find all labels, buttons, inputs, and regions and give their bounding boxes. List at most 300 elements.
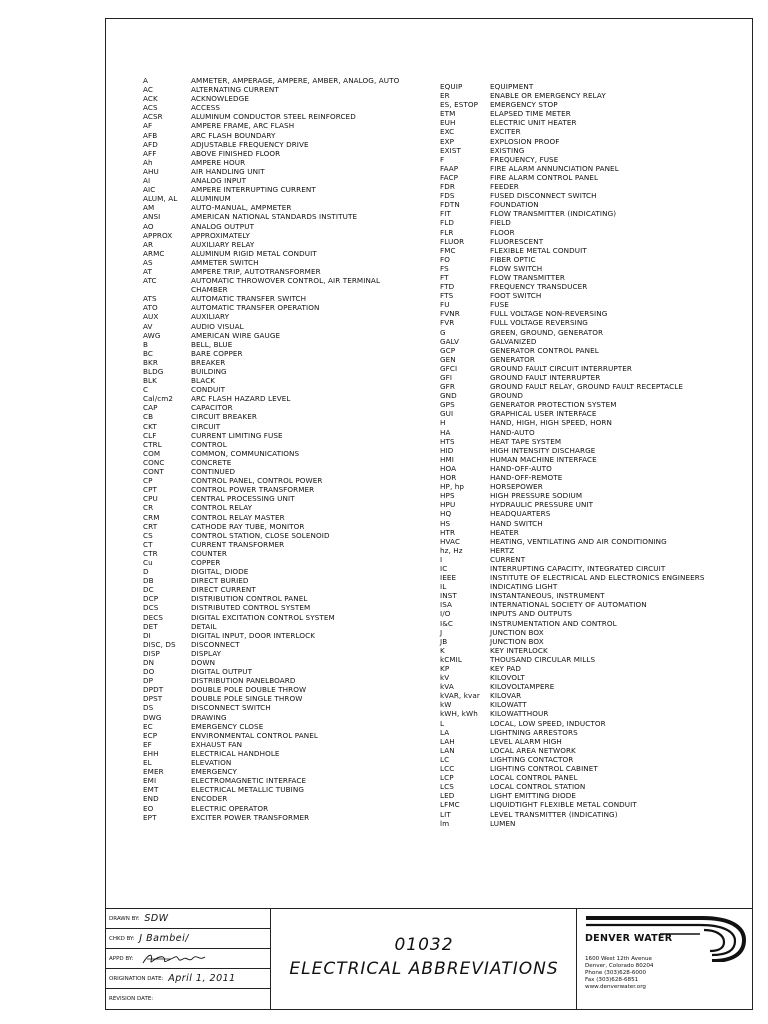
abbreviation-term: CT	[143, 539, 153, 549]
abbreviation-meaning: INSTITUTE OF ELECTRICAL AND ELECTRONICS ENGINEERS	[490, 573, 705, 583]
abbreviation-row	[440, 755, 740, 764]
abbreviation-row	[440, 664, 740, 673]
abbreviation-row	[143, 694, 413, 703]
abbreviation-row	[143, 140, 413, 149]
abbreviation-row	[440, 800, 740, 809]
drawing-title: ELECTRICAL ABBREVIATIONS	[289, 959, 559, 979]
abbreviation-term: KP	[440, 664, 450, 673]
abbreviation-row	[440, 646, 740, 655]
abbreviation-term: GND	[440, 391, 457, 401]
abbreviation-meaning: DISCONNECT SWITCH	[191, 703, 271, 713]
abbreviation-row	[440, 628, 740, 637]
abbreviation-row	[440, 373, 740, 382]
abbreviation-term: AUX	[143, 312, 159, 322]
abbreviation-meaning: ARC FLASH BOUNDARY	[191, 130, 276, 140]
abbreviation-term: HID	[440, 445, 454, 455]
abbreviation-meaning: KILOWATTHOUR	[490, 709, 549, 719]
abbreviation-term: kWH, kWh	[440, 709, 478, 719]
abbreviation-meaning: AMPERE FRAME, ARC FLASH	[191, 121, 295, 131]
abbreviation-row	[143, 813, 413, 822]
abbreviation-meaning: DISTRIBUTION PANELBOARD	[191, 676, 296, 686]
abbreviation-row	[440, 591, 740, 600]
abbreviation-term: DS	[143, 703, 154, 713]
abbreviation-term: C	[143, 385, 149, 395]
abbreviation-term: HVAC	[440, 536, 461, 546]
abbreviation-meaning: INPUTS AND OUTPUTS	[490, 609, 573, 619]
abbreviation-row	[440, 582, 740, 591]
abbreviation-row	[143, 231, 413, 240]
abbreviation-term: kV	[440, 673, 450, 683]
abbreviation-term: CONC	[143, 457, 165, 467]
abbreviation-meaning: AUTOMATIC THROWOVER CONTROL, AIR TERMINAL CHAMBER	[191, 276, 381, 295]
abbreviation-meaning: HEAT TAPE SYSTEM	[490, 436, 562, 446]
abbreviation-meaning: HAND-AUTO	[490, 427, 535, 437]
abbreviation-row	[143, 431, 413, 440]
abbreviation-row	[143, 767, 413, 776]
abbreviation-meaning: BLACK	[191, 376, 216, 386]
abbreviation-row	[440, 555, 740, 564]
abbreviation-row	[143, 394, 413, 403]
abbreviation-term: CS	[143, 530, 153, 540]
abbreviation-meaning: HAND SWITCH	[490, 518, 543, 528]
abbreviation-meaning: EMERGENCY CLOSE	[191, 721, 264, 731]
abbreviation-term: FU	[440, 300, 450, 310]
abbreviation-row	[143, 303, 413, 312]
approved-by-label: APPD BY:	[109, 956, 134, 962]
abbreviation-term: CP	[143, 476, 153, 486]
abbreviation-meaning: AIR HANDLING UNIT	[191, 166, 265, 176]
abbreviation-term: HPU	[440, 500, 456, 510]
abbreviation-row	[143, 131, 413, 140]
abbreviation-term: DI	[143, 630, 151, 640]
abbreviation-meaning: KILOWATT	[490, 700, 527, 710]
abbreviation-meaning: HYDRAULIC PRESSURE UNIT	[490, 500, 594, 510]
abbreviation-term: ATO	[143, 303, 158, 313]
abbreviation-term: AS	[143, 257, 153, 267]
abbreviation-meaning: KILOVOLTAMPERE	[490, 682, 555, 692]
abbreviation-term: DCS	[143, 603, 159, 613]
abbreviation-meaning: BELL, BLUE	[191, 339, 233, 349]
abbreviation-term: GEN	[440, 354, 456, 364]
abbreviation-meaning: ABOVE FINISHED FLOOR	[191, 148, 281, 158]
abbreviation-term: ATC	[143, 276, 157, 286]
abbreviation-term: AC	[143, 85, 154, 95]
abbreviation-meaning: CIRCUIT	[191, 421, 221, 431]
abbreviation-row	[143, 794, 413, 803]
abbreviation-term: LA	[440, 727, 450, 737]
abbreviation-term: END	[143, 794, 159, 804]
abbreviation-row	[440, 428, 740, 437]
abbreviation-row	[143, 249, 413, 258]
abbreviation-row	[440, 200, 740, 209]
abbreviation-term: GFCI	[440, 363, 458, 373]
abbreviation-term: DP	[143, 676, 154, 686]
abbreviation-term: ACS	[143, 103, 158, 113]
abbreviation-meaning: CATHODE RAY TUBE, MONITOR	[191, 521, 305, 531]
drawing-number: 01032	[394, 935, 454, 955]
abbreviation-term: D	[143, 567, 149, 577]
abbreviation-row	[440, 437, 740, 446]
abbreviation-row	[143, 94, 413, 103]
checked-by-row	[105, 929, 271, 949]
abbreviation-term: H	[440, 418, 446, 428]
abbreviation-term: ECP	[143, 730, 158, 740]
abbreviation-meaning: EMERGENCY STOP	[490, 100, 558, 110]
abbreviation-meaning: FLUORESCENT	[490, 236, 544, 246]
abbreviation-meaning: AMMETER SWITCH	[191, 257, 259, 267]
abbreviation-meaning: CONTROL PANEL, CONTROL POWER	[191, 476, 323, 486]
abbreviation-row	[143, 703, 413, 712]
abbreviation-row	[440, 655, 740, 664]
abbreviation-meaning: DOUBLE POLE DOUBLE THROW	[191, 685, 307, 695]
abbreviation-meaning: ENABLE OR EMERGENCY RELAY	[490, 91, 606, 101]
abbreviation-meaning: AUTOMATIC TRANSFER OPERATION	[191, 303, 320, 313]
abbreviation-term: L	[440, 718, 445, 728]
abbreviation-term: HP, hp	[440, 482, 465, 492]
title-block	[105, 908, 753, 1010]
abbreviation-row	[440, 700, 740, 709]
abbreviation-row	[143, 758, 413, 767]
abbreviation-term: LC	[440, 754, 450, 764]
drawn-by-value: SDW	[144, 913, 169, 924]
abbreviation-term: EL	[143, 758, 152, 768]
abbreviation-term: EPT	[143, 812, 157, 822]
abbreviation-meaning: ELEVATION	[191, 758, 232, 768]
abbreviation-meaning: FLOW TRANSMITTER (INDICATING)	[490, 209, 617, 219]
abbreviation-term: DCP	[143, 594, 159, 604]
abbreviation-row	[440, 391, 740, 400]
abbreviation-term: DPDT	[143, 685, 164, 695]
abbreviation-meaning: DOUBLE POLE SINGLE THROW	[191, 694, 303, 704]
abbreviation-term: FVNR	[440, 309, 460, 319]
abbreviation-row	[143, 403, 413, 412]
abbreviation-meaning: AMERICAN NATIONAL STANDARDS INSTITUTE	[191, 212, 358, 222]
abbreviation-meaning: CIRCUIT BREAKER	[191, 412, 257, 422]
abbreviation-row	[143, 785, 413, 794]
abbreviation-term: AM	[143, 203, 155, 213]
checked-by-value: J Bambei/	[139, 933, 189, 944]
abbreviation-row	[143, 85, 413, 94]
abbreviation-term: DN	[143, 658, 155, 667]
abbreviation-term: I/O	[440, 609, 451, 619]
abbreviation-meaning: DIGITAL, DIODE	[191, 567, 249, 577]
drawn-by-label: DRAWN BY:	[109, 916, 140, 922]
abbreviation-row	[143, 203, 413, 212]
abbreviation-row	[440, 264, 740, 273]
abbreviation-row	[143, 476, 413, 485]
abbreviation-term: FDTN	[440, 200, 460, 210]
abbreviation-meaning: GENERATOR	[490, 354, 536, 364]
abbreviation-meaning: EQUIPMENT	[490, 82, 534, 91]
abbreviation-meaning: ENCODER	[191, 794, 228, 804]
abbreviation-row	[143, 149, 413, 158]
abbreviation-row	[440, 155, 740, 164]
abbreviation-term: AF	[143, 121, 153, 131]
abbreviation-meaning: AUXILIARY RELAY	[191, 239, 255, 249]
abbreviation-term: Cal/cm2	[143, 394, 174, 404]
abbreviation-row	[440, 209, 740, 218]
abbreviation-row	[143, 613, 413, 622]
abbreviation-meaning: LOCAL CONTROL PANEL	[490, 773, 578, 783]
abbreviation-term: CTRL	[143, 439, 162, 449]
approval-block	[105, 909, 271, 1010]
abbreviation-term: LIT	[440, 809, 451, 819]
organization-address	[585, 956, 653, 991]
abbreviation-meaning: HAND, HIGH, HIGH SPEED, HORN	[490, 418, 612, 428]
abbreviation-row	[440, 791, 740, 800]
abbreviation-meaning: AUXILIARY	[191, 312, 230, 322]
abbreviation-term: FTD	[440, 282, 455, 292]
abbreviation-row	[143, 185, 413, 194]
abbreviation-meaning: LOCAL CONTROL STATION	[490, 782, 586, 792]
abbreviation-term: FO	[440, 254, 450, 264]
address-line: 1600 West 12th Avenue	[585, 956, 652, 962]
abbreviation-row	[440, 728, 740, 737]
abbreviation-term: I&C	[440, 618, 454, 628]
abbreviation-term: HOR	[440, 473, 457, 483]
abbreviation-row	[440, 519, 740, 528]
abbreviation-row	[440, 564, 740, 573]
abbreviation-meaning: DETAIL	[191, 621, 217, 631]
abbreviation-term: G	[440, 327, 446, 337]
abbreviation-term: FLD	[440, 218, 454, 228]
abbreviation-meaning: KILOVOLT	[490, 673, 525, 683]
abbreviation-term: LAN	[440, 745, 455, 755]
abbreviation-row	[440, 300, 740, 309]
abbreviation-meaning: ELECTRIC UNIT HEATER	[490, 118, 577, 128]
abbreviation-term: HOA	[440, 463, 457, 473]
abbreviation-term: JB	[440, 636, 448, 646]
abbreviation-row	[440, 446, 740, 455]
abbreviation-term: IEEE	[440, 573, 457, 583]
abbreviation-row	[440, 819, 740, 828]
abbreviation-term: EMI	[143, 776, 157, 786]
abbreviation-row	[440, 282, 740, 291]
abbreviation-meaning: INDICATING LIGHT	[490, 582, 558, 592]
organization-block	[577, 909, 753, 1010]
abbreviation-meaning: GRAPHICAL USER INTERFACE	[490, 409, 597, 419]
abbreviation-row	[143, 340, 413, 349]
abbreviation-term: EMT	[143, 785, 159, 795]
abbreviation-row	[143, 503, 413, 512]
abbreviation-meaning: LIGHT EMITTING DIODE	[490, 791, 577, 801]
abbreviation-term: kVAR, kvar	[440, 691, 480, 701]
abbreviation-term: GALV	[440, 336, 460, 346]
abbreviation-term: AIC	[143, 185, 156, 195]
abbreviation-meaning: FULL VOLTAGE REVERSING	[490, 318, 588, 328]
abbreviation-meaning: DISTRIBUTED CONTROL SYSTEM	[191, 603, 311, 613]
abbreviation-meaning: HIGH PRESSURE SODIUM	[490, 491, 583, 501]
abbreviation-meaning: EXCITER	[490, 127, 521, 137]
abbreviation-term: LCC	[440, 764, 455, 774]
abbreviation-row	[440, 464, 740, 473]
abbreviation-meaning: HEATER	[490, 527, 519, 537]
revision-date-label: REVISION DATE:	[109, 996, 154, 1002]
abbreviation-row	[440, 455, 740, 464]
abbreviation-meaning: APPROXIMATELY	[191, 230, 251, 240]
abbreviation-meaning: LIGHTNING ARRESTORS	[490, 727, 578, 737]
abbreviation-term: FACP	[440, 172, 459, 182]
abbreviation-term: CONT	[143, 467, 164, 477]
abbreviation-meaning: ELECTRICAL METALLIC TUBING	[191, 785, 305, 795]
abbreviation-term: CTR	[143, 548, 158, 558]
abbreviation-meaning: DIGITAL EXCITATION CONTROL SYSTEM	[191, 612, 335, 622]
abbreviation-term: DO	[143, 667, 155, 677]
abbreviation-row	[143, 449, 413, 458]
website-line: www.denverwater.org	[585, 984, 646, 990]
organization-name: DENVER WATER	[585, 933, 673, 944]
abbreviation-term: ES, ESTOP	[440, 100, 479, 110]
abbreviation-meaning: CENTRAL PROCESSING UNIT	[191, 494, 295, 504]
abbreviation-row	[143, 513, 413, 522]
abbreviation-term: FAAP	[440, 163, 459, 173]
abbreviation-row	[143, 558, 413, 567]
abbreviation-row	[143, 567, 413, 576]
abbreviation-row	[143, 112, 413, 121]
abbreviation-meaning: FUSE	[490, 300, 509, 310]
abbreviation-meaning: CONTROL POWER TRANSFORMER	[191, 485, 315, 495]
abbreviation-row	[143, 485, 413, 494]
abbreviation-meaning: BUILDING	[191, 367, 227, 376]
abbreviation-term: CLF	[143, 430, 157, 440]
abbreviation-row	[143, 331, 413, 340]
abbreviation-meaning: LIGHTING CONTROL CABINET	[490, 764, 598, 774]
abbreviation-term: ACK	[143, 94, 158, 104]
abbreviation-meaning: ALUMINUM RIGID METAL CONDUIT	[191, 248, 317, 258]
abbreviation-term: ATS	[143, 294, 157, 304]
origination-date-value: April 1, 2011	[168, 973, 236, 984]
abbreviation-meaning: JUNCTION BOX	[490, 636, 544, 646]
abbreviation-term: B	[143, 339, 149, 349]
abbreviation-row	[440, 810, 740, 819]
abbreviation-row	[440, 291, 740, 300]
abbreviation-meaning: DISCONNECT	[191, 639, 240, 649]
abbreviation-meaning: LOCAL AREA NETWORK	[490, 745, 576, 755]
abbreviation-term: AO	[143, 221, 154, 231]
abbreviation-term: FTS	[440, 291, 454, 301]
abbreviation-meaning: FLOOR	[490, 227, 515, 237]
abbreviation-row	[440, 491, 740, 500]
abbreviation-term: F	[440, 154, 445, 164]
abbreviation-meaning: CURRENT TRANSFORMER	[191, 539, 285, 549]
abbreviation-meaning: EXHAUST FAN	[191, 739, 243, 749]
abbreviation-row	[440, 146, 740, 155]
abbreviation-row	[440, 309, 740, 318]
abbreviation-meaning: DOWN	[191, 658, 216, 667]
abbreviation-meaning: FLEXIBLE METAL CONDUIT	[490, 245, 587, 255]
abbreviation-row	[440, 255, 740, 264]
abbreviation-term: lm	[440, 818, 450, 828]
abbreviation-meaning: ANALOG INPUT	[191, 176, 247, 186]
abbreviation-meaning: LIGHTING CONTACTOR	[490, 754, 574, 764]
abbreviation-term: J	[440, 627, 443, 637]
abbreviation-meaning: LEVEL TRANSMITTER (INDICATING)	[490, 809, 618, 819]
abbreviation-row	[440, 328, 740, 337]
abbreviation-term: FT	[440, 272, 449, 282]
abbreviation-term: Ah	[143, 157, 153, 167]
abbreviation-term: INST	[440, 591, 457, 601]
abbreviation-meaning: COMMON, COMMUNICATIONS	[191, 448, 300, 458]
abbreviation-row	[143, 667, 413, 676]
abbreviation-row	[440, 673, 740, 682]
abbreviation-row	[440, 400, 740, 409]
abbreviation-meaning: GROUND FAULT INTERRUPTER	[490, 373, 601, 382]
abbreviation-meaning: DIRECT BURIED	[191, 576, 249, 586]
abbreviation-term: EF	[143, 739, 152, 749]
abbreviation-row	[440, 318, 740, 327]
phone-line: Phone (303)628-6000	[585, 970, 647, 976]
abbreviation-row	[143, 222, 413, 231]
checked-by-label: CHKD BY:	[109, 936, 135, 942]
abbreviation-meaning: CONTROL RELAY MASTER	[191, 512, 285, 522]
abbreviation-meaning: FOUNDATION	[490, 200, 539, 210]
abbreviation-meaning: AUDIO VISUAL	[191, 321, 244, 331]
abbreviation-meaning: ELECTRICAL HANDHOLE	[191, 748, 280, 758]
abbreviation-term: ER	[440, 91, 450, 101]
abbreviation-term: kW	[440, 700, 452, 710]
abbreviation-row	[143, 103, 413, 112]
abbreviation-term: ARMC	[143, 248, 165, 258]
abbreviation-meaning: HEATING, VENTILATING AND AIR CONDITIONING	[490, 536, 667, 546]
abbreviation-row	[440, 546, 740, 555]
abbreviation-meaning: GROUND	[490, 391, 523, 401]
abbreviation-term: EUH	[440, 118, 456, 128]
abbreviation-meaning: CONTROL RELAY	[191, 503, 253, 513]
abbreviation-row	[440, 118, 740, 127]
abbreviation-row	[143, 740, 413, 749]
abbreviation-term: CB	[143, 412, 154, 422]
abbreviation-term: HPS	[440, 491, 455, 501]
abbreviation-term: DISP	[143, 648, 160, 658]
abbreviation-term: ISA	[440, 600, 453, 610]
abbreviation-meaning: HAND-OFF-REMOTE	[490, 473, 563, 483]
abbreviation-term: DB	[143, 576, 154, 586]
abbreviation-term: ANSI	[143, 212, 161, 222]
abbreviation-meaning: CURRENT LIMITING FUSE	[191, 430, 283, 440]
abbreviation-term: BC	[143, 348, 154, 358]
abbreviation-row	[440, 137, 740, 146]
abbreviation-meaning: KILOVAR	[490, 691, 522, 701]
abbreviation-row	[143, 531, 413, 540]
abbreviation-row	[143, 376, 413, 385]
abbreviation-term: BKR	[143, 357, 158, 367]
abbreviation-row	[440, 100, 740, 109]
abbreviation-term: EMER	[143, 767, 164, 777]
abbreviation-meaning: HIGH INTENSITY DISCHARGE	[490, 445, 596, 455]
abbreviation-row	[143, 549, 413, 558]
abbreviation-meaning: INSTRUMENTATION AND CONTROL	[490, 618, 617, 628]
origination-date-row	[105, 969, 271, 989]
abbreviation-row	[440, 228, 740, 237]
abbreviation-row	[440, 218, 740, 227]
abbreviation-meaning: ELECTROMAGNETIC INTERFACE	[191, 776, 307, 786]
abbreviation-term: EXC	[440, 127, 455, 137]
fax-line: Fax (303)628-6851	[585, 977, 639, 983]
abbreviation-term: AFB	[143, 130, 158, 140]
abbreviation-term: A	[143, 76, 149, 85]
abbreviation-term: HQ	[440, 509, 452, 519]
abbreviation-term: LCS	[440, 782, 454, 792]
abbreviation-term: CAP	[143, 403, 158, 413]
abbreviation-term: BLDG	[143, 367, 164, 376]
abbreviation-meaning: FULL VOLTAGE NON-REVERSING	[490, 309, 608, 319]
abbreviation-term: AWG	[143, 330, 161, 340]
abbreviation-row	[143, 267, 413, 276]
abbreviation-meaning: ADJUSTABLE FREQUENCY DRIVE	[191, 139, 309, 149]
abbreviation-term: FDR	[440, 182, 455, 192]
abbreviation-term: GPS	[440, 400, 455, 410]
abbreviation-row	[440, 191, 740, 200]
